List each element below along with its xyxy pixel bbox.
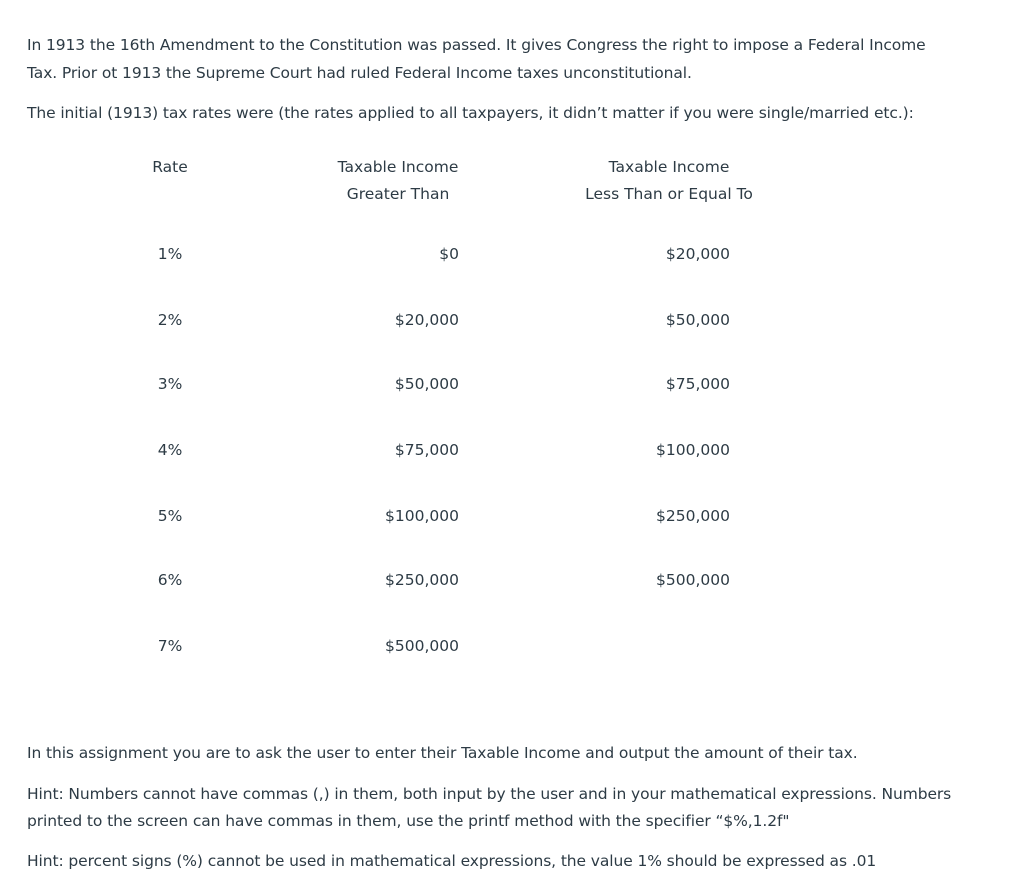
header-greater-line-1: Taxable Income (337, 158, 459, 176)
row-3-rate: 3% (157, 375, 183, 393)
row-6-less: $500,000 (656, 571, 730, 589)
header-rate: Rate (152, 158, 188, 176)
hint-1-line-2: printed to the screen can have commas in them, use the printf method with the specifier “$%,1.2f" (27, 812, 790, 830)
header-less-line-2: Less Than or Equal To (585, 185, 753, 203)
assignment-line: In this assignment you are to ask the user to enter their Taxable Income and output the amount of their tax. (27, 744, 858, 762)
row-7-greater: $500,000 (385, 637, 459, 655)
row-2-rate: 2% (157, 311, 183, 329)
row-7-rate: 7% (157, 637, 183, 655)
hint-2: Hint: percent signs (%) cannot be used in mathematical expressions, the value 1% should be expressed as .01 (27, 852, 877, 870)
row-1-less: $20,000 (665, 245, 730, 263)
intro-line-2: Tax. Prior ot 1913 the Supreme Court had ruled Federal Income taxes unconstitutional. (27, 64, 692, 82)
row-6-rate: 6% (157, 571, 183, 589)
row-5-rate: 5% (157, 507, 183, 525)
row-5-greater: $100,000 (385, 507, 459, 525)
row-6-greater: $250,000 (385, 571, 459, 589)
intro-line-3: The initial (1913) tax rates were (the rates applied to all taxpayers, it didn’t matter if you were single/married etc.): (27, 104, 914, 122)
header-less-line-1: Taxable Income (608, 158, 730, 176)
row-3-less: $75,000 (665, 375, 730, 393)
row-1-greater: $0 (439, 245, 459, 263)
intro-line-1: In 1913 the 16th Amendment to the Constitution was passed. It gives Congress the right to impose a Federal Income (27, 36, 926, 54)
row-2-less: $50,000 (665, 311, 730, 329)
hint-1-line-1: Hint: Numbers cannot have commas (,) in them, both input by the user and in your mathematical expressions. Numbers (27, 785, 952, 803)
row-4-less: $100,000 (656, 441, 730, 459)
row-4-rate: 4% (157, 441, 183, 459)
row-1-rate: 1% (157, 245, 183, 263)
row-3-greater: $50,000 (394, 375, 459, 393)
row-5-less: $250,000 (656, 507, 730, 525)
header-greater-line-2: Greater Than (346, 185, 450, 203)
row-2-greater: $20,000 (394, 311, 459, 329)
row-4-greater: $75,000 (394, 441, 459, 459)
